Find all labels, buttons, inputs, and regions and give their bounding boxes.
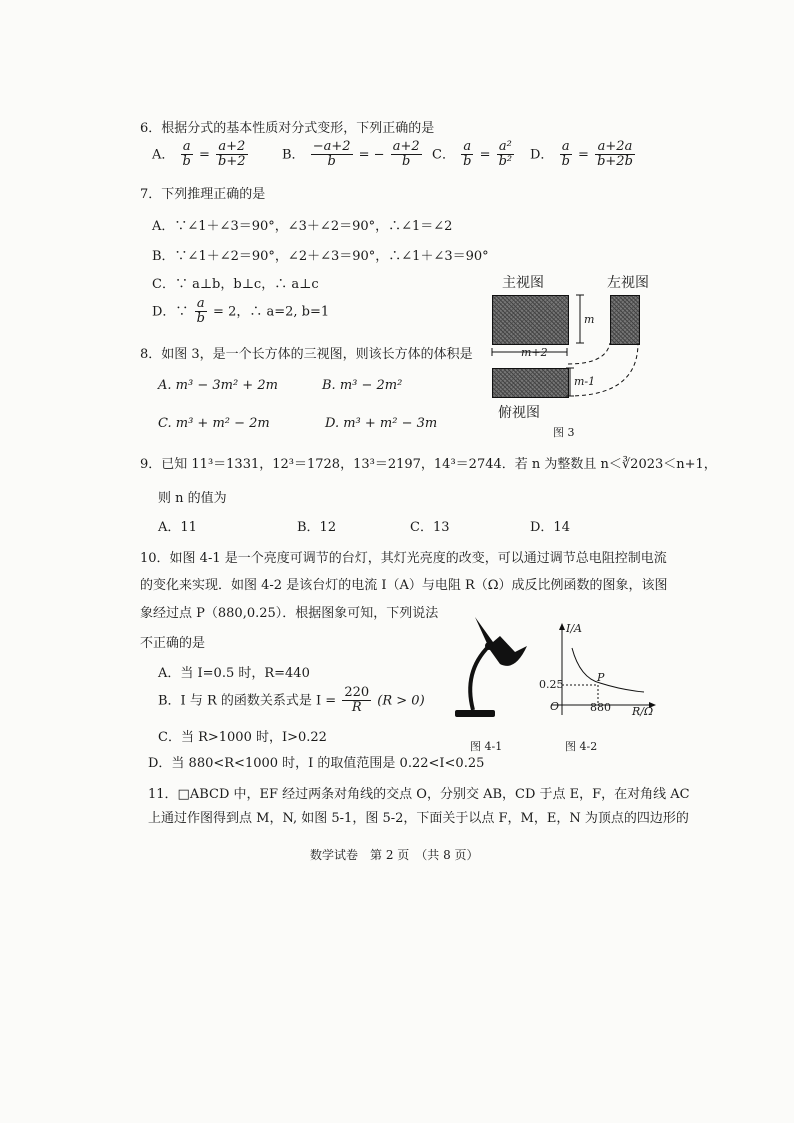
desk-lamp-figure: [445, 612, 535, 727]
fig4-2-tick-y: 0.25: [539, 678, 564, 691]
q9-stem: 9．已知 11³＝1331，12³＝1728，13³＝2197，14³＝2744．若 n 为整数且 n＜∛2023＜n+1，: [140, 457, 717, 472]
q10-line4: 不正确的是: [140, 636, 206, 651]
fig4-2-caption: 图 4-2: [565, 740, 598, 753]
q8-stem: 8．如图 3，是一个长方体的三视图，则该长方体的体积是: [140, 347, 473, 362]
q11-line1: 11．□ABCD 中，EF 经过两条对角线的交点 O，分别交 AB，CD 于点 E，F，在对角线 AC: [148, 787, 690, 802]
q9-option-d: D．14: [530, 520, 570, 535]
q6-option-d: D． $\frac{a}{b}$ = $\frac{a+2a}{b+2b}$: [530, 139, 633, 170]
q7-stem: 7．下列推理正确的是: [140, 187, 266, 202]
fig4-2-origin: O: [550, 700, 560, 713]
q9-option-b: B．12: [297, 520, 337, 535]
q10-option-a: A．当 I=0.5 时，R=440: [158, 666, 310, 681]
fig3-m-minus-1-label: m-1: [574, 375, 596, 388]
q10-option-d: D．当 880<R<1000 时，I 的取值范围是 0.22<I<0.25: [148, 756, 485, 771]
q7-option-b: B．∵∠1＋∠2＝90°，∠2＋∠3＝90°，∴∠1＋∠3＝90°: [152, 249, 489, 264]
page-footer: 数学试卷 第 2 页 （共 8 页）: [310, 848, 479, 862]
q10-line1: 10．如图 4-1 是一个亮度可调节的台灯，其灯光亮度的改变，可以通过调节总电阻控制电流: [140, 551, 667, 566]
q10-option-c: C．当 R>1000 时，I>0.22: [158, 730, 327, 745]
q9-option-c: C．13: [410, 520, 450, 535]
q10-option-b: B．I 与 R 的函数关系式是 I = $\frac{220}{R}$ (R > 0): [158, 685, 425, 716]
q10-line3: 象经过点 P（880,0.25）．根据图象可知，下列说法: [140, 606, 439, 621]
fig3-caption: 图 3: [553, 426, 575, 439]
q7-option-c: C．∵ a⊥b，b⊥c，∴ a⊥c: [152, 277, 319, 292]
q7-option-d: D．∵ $\frac{a}{b}$ = 2，∴ a=2, b=1: [152, 296, 330, 327]
q6-option-a: A． $\frac{a}{b}$ = $\frac{a+2}{b+2}$: [152, 139, 246, 170]
q8-option-d: D. m³ + m² − 3m: [325, 416, 438, 431]
q8-option-a: A. m³ − 3m² + 2m: [158, 378, 278, 393]
fig4-2-ylabel: I/A: [566, 622, 582, 635]
q6-option-b: B． $\frac{-a+2}{b}$ = − $\frac{a+2}{b}$: [282, 139, 420, 170]
q9-line2: 则 n 的值为: [158, 491, 227, 506]
fig4-2-point-p: P: [597, 671, 605, 684]
fig4-2-tick-x: 880: [590, 701, 611, 714]
fig3-dimension-lines: [488, 290, 648, 410]
fig4-1-caption: 图 4-1: [470, 740, 503, 753]
fig4-2-xlabel: R/Ω: [632, 705, 654, 718]
q6-stem: 6．根据分式的基本性质对分式变形，下列正确的是: [140, 121, 435, 136]
q11-line2: 上通过作图得到点 M，N, 如图 5-1，图 5-2，下面关于以点 F，M，E，N 为顶点的四边形的: [148, 811, 689, 826]
q8-option-c: C. m³ + m² − 2m: [158, 416, 270, 431]
q7-option-a: A．∵∠1＋∠3＝90°，∠3＋∠2＝90°，∴∠1＝∠2: [152, 219, 453, 234]
fig3-front-label: 主视图: [502, 275, 544, 291]
fig3-m-label: m: [584, 313, 595, 326]
q8-option-b: B. m³ − 2m²: [322, 378, 403, 393]
q6-option-c: C． $\frac{a}{b}$ = $\frac{\text{a²}}{\text{b²}}$: [432, 139, 513, 170]
fig3-top-label: 俯视图: [498, 405, 540, 421]
q9-option-a: A．11: [158, 520, 197, 535]
fig3-m-plus-2-label: m+2: [521, 346, 548, 359]
q10-line2: 的变化来实现．如图 4-2 是该台灯的电流 I（A）与电阻 R（Ω）成反比例函数的图象，该图: [140, 578, 668, 593]
fig3-left-label: 左视图: [607, 275, 649, 291]
